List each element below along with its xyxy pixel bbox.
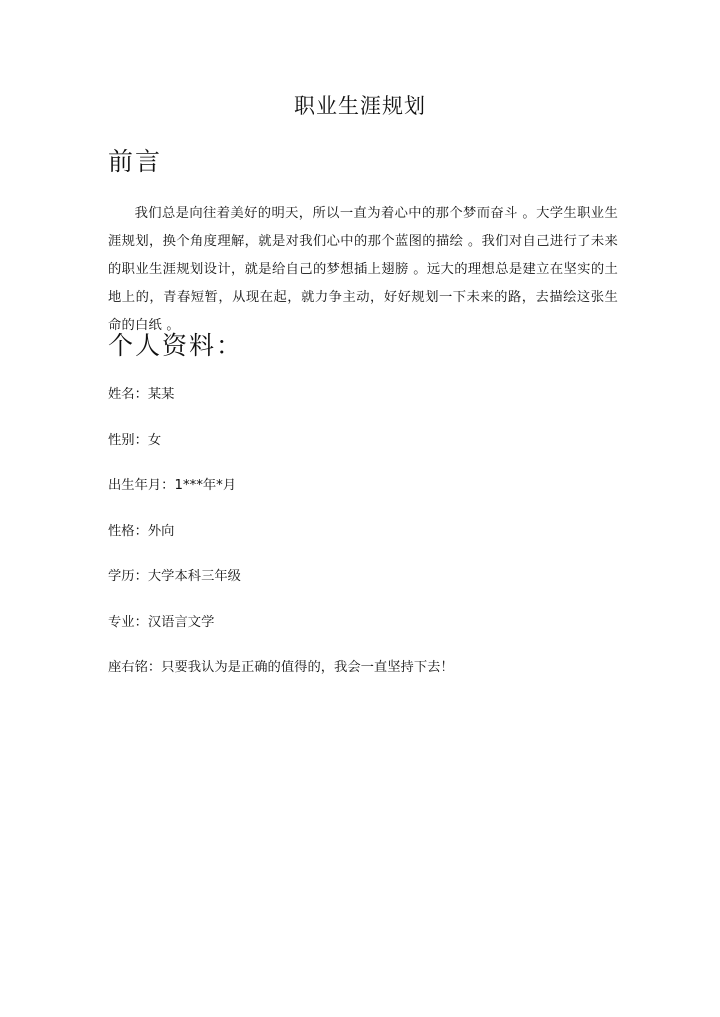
profile-personality: 性格：外向 — [108, 523, 175, 539]
profile-education: 学历：大学本科三年级 — [108, 569, 241, 584]
preface-paragraph: 我们总是向往着美好的明天，所以一直为着心中的那个梦而奋斗 。大学生职业生涯规划，换个角度理解，就是对我们心中的那个蓝图的描绘 。我们对自己进行了未来的职业生涯规划设计，就是给自己的梦想插上翅膀 。远大的理想总是建立在坚实的土地上的，青春短暂，从现在起，就力争主动，好好规划一下未来的路，去描绘这张生命的白纸 。 — [108, 206, 618, 333]
profile-birth-date: 出生年月：1***年*月 — [108, 478, 237, 493]
profile-heading: 个人资料： — [108, 331, 244, 360]
profile-major: 专业：汉语言文学 — [108, 614, 215, 630]
profile-list — [108, 385, 628, 704]
document-title: 职业生涯规划 — [294, 94, 426, 118]
profile-motto: 座右铭：只要我认为是正确的值得的，我会一直坚持下去！ — [108, 660, 454, 675]
preface-heading: 前言 — [108, 147, 163, 176]
profile-gender: 性别：女 — [108, 432, 162, 448]
profile-name: 姓名：某某 — [108, 387, 175, 402]
